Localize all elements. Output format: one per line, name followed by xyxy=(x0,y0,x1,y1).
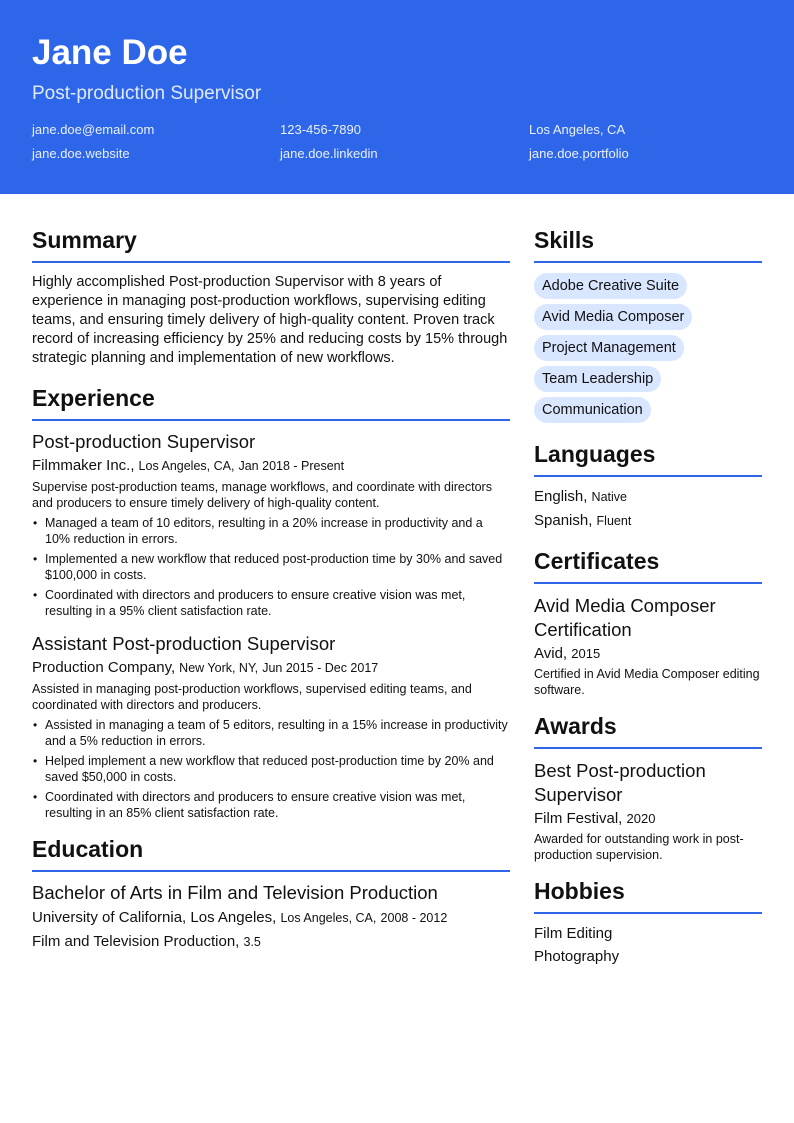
job-dates: Jan 2018 - Present xyxy=(238,459,345,473)
education-section xyxy=(32,835,510,952)
education-field-line xyxy=(32,932,510,952)
education-gpa: 3.5 xyxy=(243,935,261,949)
education-school-line xyxy=(32,908,510,928)
job-description: Supervise post-production teams, manage workflows, and coordinate with directors and producers to ensure timely delivery of high-quality content. xyxy=(32,480,492,510)
education-school: University of California, Los Angeles, xyxy=(32,909,277,926)
job-title: Post-production Supervisor xyxy=(32,431,256,452)
certificate-title: Avid Media Composer Certification xyxy=(534,595,716,640)
job-location: Los Angeles, CA, xyxy=(138,459,235,473)
contact-phone[interactable]: 123-456-7890 xyxy=(280,122,361,137)
job-entry xyxy=(32,431,510,619)
skill-chip: Team Leadership xyxy=(534,366,661,392)
summary-heading: Summary xyxy=(32,226,510,263)
job-company: Production Company, xyxy=(32,659,176,676)
job-bullet: • Coordinated with directors and producers to ensure creative vision was met, resulting in a 95% client satisfaction rate. xyxy=(32,587,510,619)
language-name: English, xyxy=(534,488,588,505)
main-column xyxy=(32,226,510,956)
award-year: 2020 xyxy=(626,811,656,826)
education-degree: Bachelor of Arts in Film and Television Production xyxy=(32,882,438,903)
language-name: Spanish, xyxy=(534,512,593,529)
hobby-item: Photography xyxy=(534,948,620,965)
job-location: New York, NY, xyxy=(179,661,259,675)
job-meta xyxy=(32,456,510,476)
job-title: Assistant Post-production Supervisor xyxy=(32,633,336,654)
award-description: Awarded for outstanding work in post-production supervision. xyxy=(534,832,744,862)
skills-section xyxy=(534,226,762,428)
hobby-item: Film Editing xyxy=(534,925,613,942)
award-meta xyxy=(534,809,762,828)
skills-heading: Skills xyxy=(534,226,762,263)
awards-section xyxy=(534,712,762,863)
contact-website[interactable]: jane.doe.website xyxy=(32,146,130,161)
job-description: Assisted in managing post-production workflows, supervised editing teams, and coordinated with directors and producers. xyxy=(32,682,472,712)
hobbies-heading: Hobbies xyxy=(534,877,762,914)
language-item xyxy=(534,487,762,507)
education-dates: 2008 - 2012 xyxy=(380,911,448,925)
job-bullets xyxy=(32,717,510,821)
award-title: Best Post-production Supervisor xyxy=(534,760,706,805)
job-bullets xyxy=(32,515,510,619)
skill-chip: Project Management xyxy=(534,335,684,361)
contact-email[interactable]: jane.doe@email.com xyxy=(32,122,155,137)
languages-heading: Languages xyxy=(534,440,762,477)
certificate-issuer: Avid, xyxy=(534,645,568,662)
summary-text: Highly accomplished Post-production Supervisor with 8 years of experience in managing post-production workflows, supervising editing teams, and ensuring timely delivery of high-quality content. Proven track record of increasing efficiency by 25% and reducing costs by 15% through strategic planning and implementation of new workflows. xyxy=(32,274,508,366)
candidate-title: Post-production Supervisor xyxy=(32,83,262,104)
certificate-description: Certified in Avid Media Composer editing software. xyxy=(534,667,760,697)
skill-chip: Adobe Creative Suite xyxy=(534,273,687,299)
contact-portfolio[interactable]: jane.doe.portfolio xyxy=(529,146,629,161)
skills-list xyxy=(534,273,762,428)
contact-location: Los Angeles, CA xyxy=(529,122,626,137)
certificates-heading: Certificates xyxy=(534,547,762,584)
award-issuer: Film Festival, xyxy=(534,810,623,827)
skill-chip: Communication xyxy=(534,397,651,423)
contact-linkedin[interactable]: jane.doe.linkedin xyxy=(280,146,378,161)
summary-section xyxy=(32,226,510,368)
language-level: Native xyxy=(591,490,627,504)
education-field: Film and Television Production, xyxy=(32,933,240,950)
job-bullet: • Coordinated with directors and producers to ensure creative vision was met, resulting in an 85% client satisfaction rate. xyxy=(32,789,510,821)
job-dates: Jun 2015 - Dec 2017 xyxy=(262,661,379,675)
language-item xyxy=(534,511,762,531)
job-bullet: • Helped implement a new workflow that reduced post-production time by 20% and saved $50,000 in costs. xyxy=(32,753,510,785)
hobbies-section xyxy=(534,877,762,966)
certificate-meta xyxy=(534,644,762,663)
certificate-year: 2015 xyxy=(571,646,601,661)
language-level: Fluent xyxy=(596,514,632,528)
resume-header xyxy=(0,0,794,194)
education-heading: Education xyxy=(32,835,510,872)
candidate-name: Jane Doe xyxy=(32,33,188,72)
job-bullet: • Managed a team of 10 editors, resulting in a 20% increase in productivity and a 10% reduction in errors. xyxy=(32,515,510,547)
job-company: Filmmaker Inc., xyxy=(32,457,135,474)
languages-section xyxy=(534,440,762,531)
job-bullet: • Assisted in managing a team of 5 editors, resulting in a 15% increase in productivity and a 5% reduction in errors. xyxy=(32,717,510,749)
experience-heading: Experience xyxy=(32,384,510,421)
side-column xyxy=(534,226,762,970)
skill-chip: Avid Media Composer xyxy=(534,304,692,330)
education-location: Los Angeles, CA, xyxy=(280,911,377,925)
job-meta xyxy=(32,658,510,678)
job-entry xyxy=(32,633,510,821)
awards-heading: Awards xyxy=(534,712,762,749)
certificates-section xyxy=(534,547,762,698)
job-bullet: • Implemented a new workflow that reduced post-production time by 30% and saved $100,000 in costs. xyxy=(32,551,510,583)
experience-section xyxy=(32,384,510,821)
